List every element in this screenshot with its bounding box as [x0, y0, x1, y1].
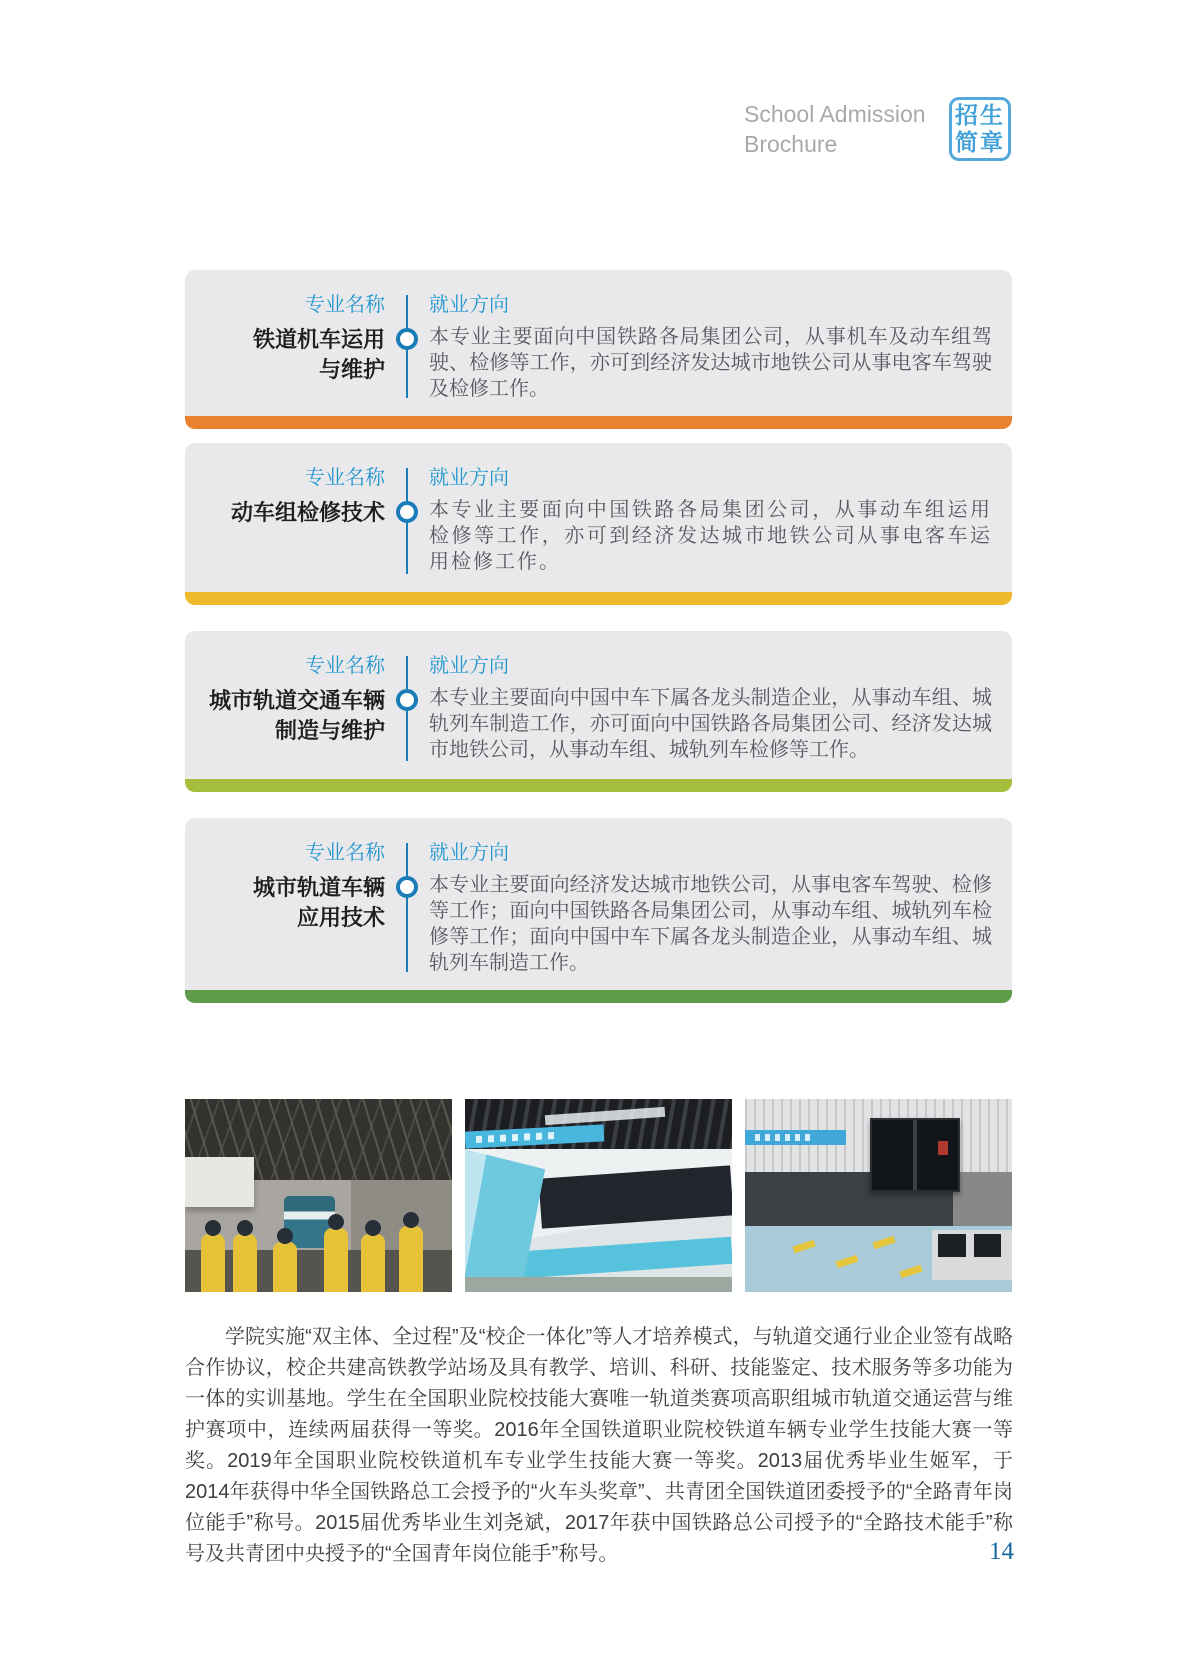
card-left-column	[185, 843, 385, 933]
card-right-column	[429, 656, 1012, 763]
major-card-urban-rail-vehicle-application	[185, 818, 1012, 1003]
card-left-column	[185, 468, 385, 528]
major-name-label: 专业名称	[305, 842, 385, 864]
platform-floor	[465, 1277, 732, 1292]
photo-training-station-monitors	[745, 1099, 1012, 1292]
divider-circle-icon	[396, 876, 418, 898]
student-figure	[201, 1234, 225, 1292]
badge-line1: 招生	[955, 102, 1005, 128]
card-accent-bar	[185, 592, 1012, 605]
card-right-column	[429, 295, 1012, 402]
page-header-title	[744, 99, 944, 159]
card-accent-bar	[185, 416, 1012, 429]
major-card-urban-rail-vehicle-manufacture	[185, 631, 1012, 792]
major-name: 铁道机车运用 与维护	[252, 327, 385, 382]
timeline-divider	[385, 656, 429, 765]
student-figure	[324, 1228, 348, 1292]
timeline-divider	[385, 843, 429, 976]
divider-circle-icon	[396, 689, 418, 711]
card-content	[185, 818, 1012, 990]
major-name-label: 专业名称	[305, 467, 385, 489]
student-figure	[233, 1234, 257, 1292]
card-left-column	[185, 656, 385, 746]
header-title-line1: School Admission	[744, 101, 926, 127]
employment-direction-label: 就业方向	[429, 467, 509, 489]
employment-description: 本专业主要面向中国铁路各局集团公司，从事动车组运用检修等工作，亦可到经济发达城市地铁公司从事电客车运用检修工作。	[429, 499, 992, 573]
employment-direction-label: 就业方向	[429, 655, 509, 677]
divider-line	[406, 843, 408, 972]
student-figure	[361, 1234, 385, 1292]
card-right-column	[429, 468, 1012, 575]
card-accent-bar	[185, 990, 1012, 1003]
employment-description: 本专业主要面向经济发达城市地铁公司，从事电客车驾驶、检修等工作；面向中国铁路各局集团公司，从事动车组、城轨列车检修等工作；面向中国中车下属各龙头制造企业，从事动车组、城轨列车制造工作。	[429, 874, 992, 974]
achievements-paragraph: 学院实施“双主体、全过程”及“校企一体化”等人才培养模式，与轨道交通行业企业签有战略合作协议，校企共建高铁教学站场及具有教学、培训、科研、技能鉴定、技术服务等多功能为一体的实训基地。学生在全国职业院校技能大赛唯一轨道类赛项高职组城市轨道交通运营与维护赛项中，连续两届获得一等奖。2016年全国铁道职业院校铁道车辆专业学生技能大赛一等奖。2019年全国职业院校铁道机车专业学生技能大赛一等奖。2013届优秀毕业生姬军，于2014年获得中华全国铁路总工会授予的“火车头奖章”、共青团全国铁道团委授予的“全路青年岗位能手”称号。2015届优秀毕业生刘尧斌，2017年获中国铁路总公司授予的“全路技术能手”称号及共青团中央授予的“全国青年岗位能手”称号。	[185, 1326, 1013, 1565]
student-figure	[273, 1242, 297, 1292]
photo-depot-practical-training	[185, 1099, 452, 1292]
hanging-monitor-cluster	[870, 1118, 959, 1191]
employment-description: 本专业主要面向中国中车下属各龙头制造企业，从事动车组、城轨列车制造工作，亦可面向中国铁路各局集团公司、经济发达城市地铁公司，从事动车组、城轨列车检修等工作。	[429, 687, 992, 761]
employment-direction-label: 就业方向	[429, 842, 509, 864]
major-name: 城市轨道交通车辆 制造与维护	[208, 688, 385, 743]
major-name: 城市轨道车辆 应用技术	[252, 875, 385, 930]
major-name-label: 专业名称	[305, 655, 385, 677]
divider-circle-icon	[396, 328, 418, 350]
header-title-line2: Brochure	[744, 131, 838, 157]
photo-metro-train-platform	[465, 1099, 732, 1292]
employment-direction-label: 就业方向	[429, 294, 509, 316]
depot-white-structure	[185, 1157, 254, 1207]
room-signage-band	[745, 1130, 846, 1145]
card-content	[185, 443, 1012, 592]
badge-line2: 简章	[955, 129, 1005, 155]
major-card-emu-maintenance	[185, 443, 1012, 605]
major-name: 动车组检修技术	[230, 500, 385, 525]
timeline-divider	[385, 295, 429, 402]
admission-brochure-badge	[949, 97, 1011, 161]
employment-description: 本专业主要面向中国铁路各局集团公司，从事机车及动车组驾驶、检修等工作，亦可到经济发达城市地铁公司从事电客车驾驶及检修工作。	[429, 326, 992, 400]
timeline-divider	[385, 468, 429, 578]
divider-circle-icon	[396, 501, 418, 523]
major-name-label: 专业名称	[305, 294, 385, 316]
student-figure	[399, 1226, 423, 1292]
control-desk-with-monitors	[932, 1230, 1012, 1280]
card-content	[185, 270, 1012, 416]
page-number: 14	[989, 1538, 1014, 1565]
card-left-column	[185, 295, 385, 385]
card-accent-bar	[185, 779, 1012, 792]
major-card-railway-locomotive	[185, 270, 1012, 429]
card-content	[185, 631, 1012, 779]
card-right-column	[429, 843, 1012, 976]
photo-strip	[185, 1099, 1012, 1292]
